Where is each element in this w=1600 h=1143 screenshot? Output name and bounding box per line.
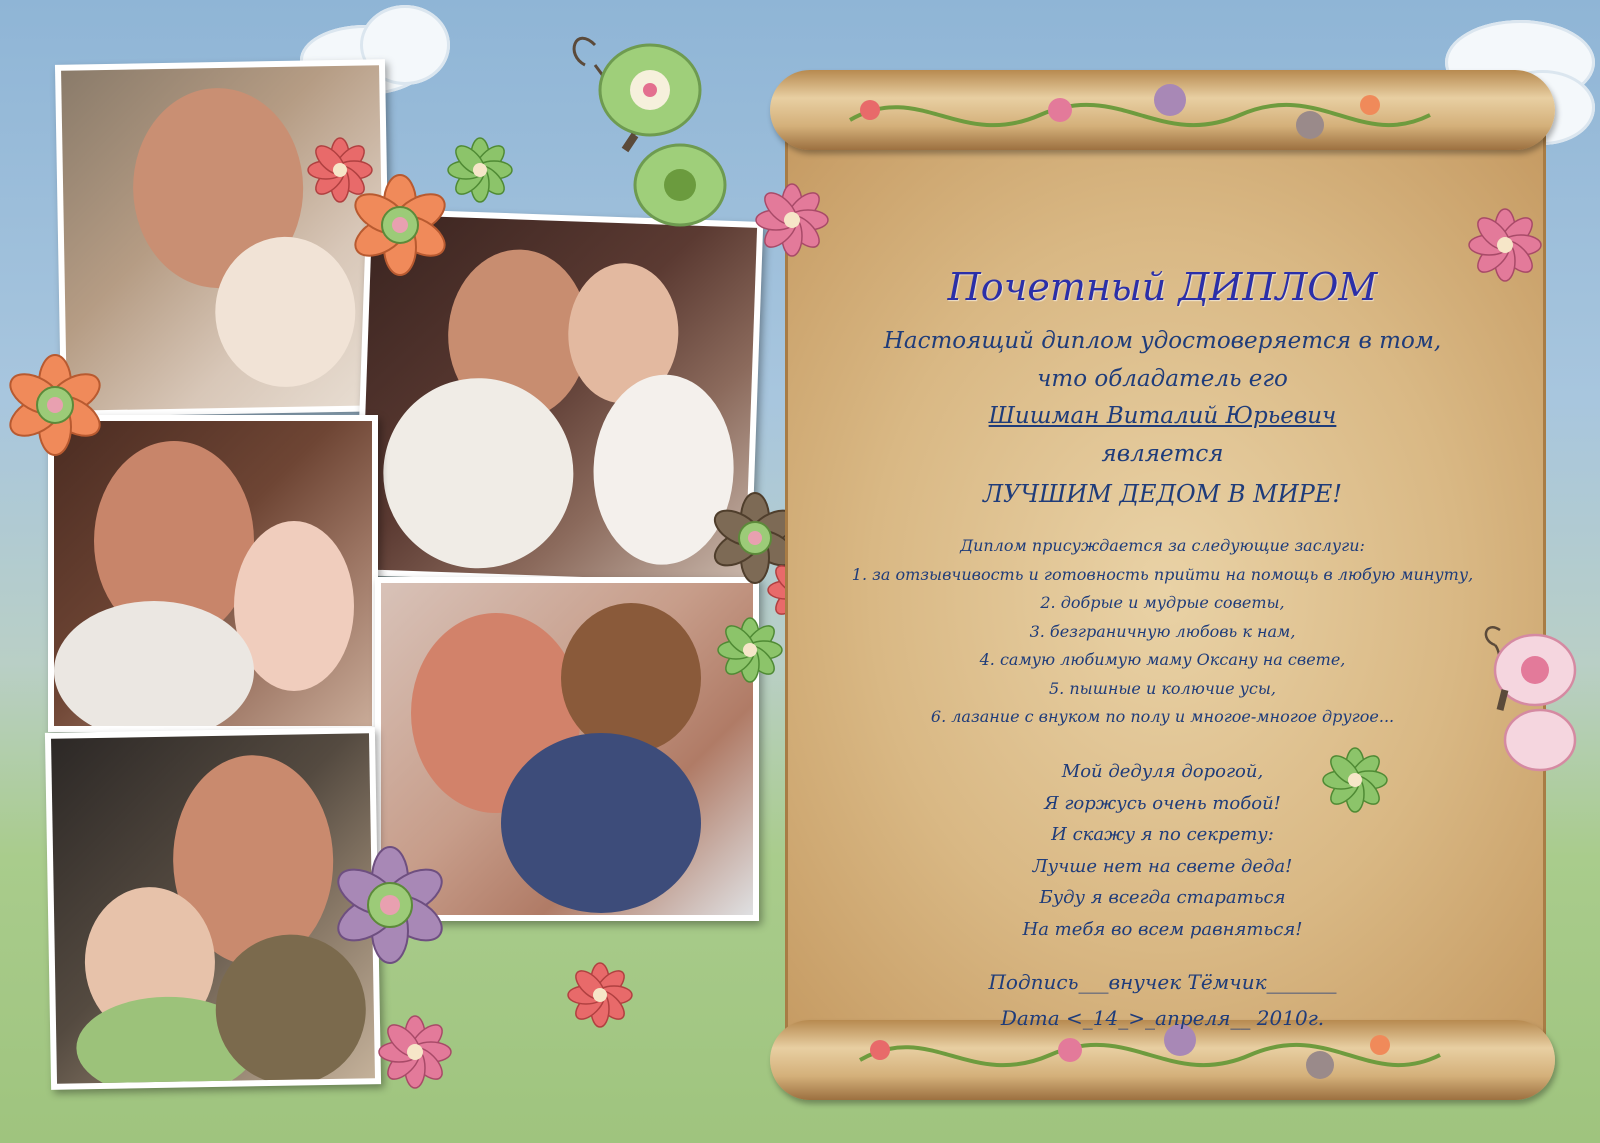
flower-icon xyxy=(0,350,110,460)
merit-item: 3. безграничную любовь к нам, xyxy=(1029,621,1296,641)
flower-icon xyxy=(375,1012,455,1092)
poem-line: Мой дедуля дорогой, xyxy=(1061,761,1264,782)
photo-grandfather-baby-2 xyxy=(48,415,378,732)
diploma-scroll xyxy=(770,70,1555,1100)
poem-line: Я горжусь очень тобой! xyxy=(1044,792,1281,814)
poem-line: На тебя во всем равняться! xyxy=(1022,918,1303,940)
vine-ornament xyxy=(850,1020,1450,1090)
butterfly-icon xyxy=(555,5,735,265)
date-line: Dата <_14_>_апреля__ 2010г. xyxy=(1000,1006,1325,1030)
diploma-line-1: Настоящий диплом удостоверяется в том, xyxy=(883,328,1442,354)
merit-item: 6. лазание с внуком по полу и многое-многое другое... xyxy=(930,707,1395,726)
flower-icon xyxy=(325,840,455,970)
merits-header: Диплом присуждается за следующие заслуги: xyxy=(960,536,1365,555)
merit-item: 4. самую любимую маму Оксану на свете, xyxy=(979,650,1346,669)
award-statement: ЛУЧШИМ ДЕДОМ В МИРЕ! xyxy=(983,480,1342,508)
merits-list xyxy=(770,532,1555,732)
diploma-line-4: является xyxy=(1101,441,1224,467)
diploma-line-2: что обладатель его xyxy=(1037,366,1288,392)
poem xyxy=(770,756,1555,945)
flower-icon xyxy=(445,135,515,205)
flower-icon xyxy=(752,180,832,260)
vine-ornament xyxy=(840,80,1440,150)
merit-item: 1. за отзывчивость и готовность прийти на помощь в любую минуту, xyxy=(851,564,1474,584)
butterfly-icon xyxy=(1475,615,1585,785)
poem-line: И скажу я по секрету: xyxy=(1051,824,1274,845)
poem-line: Лучше нет на свете деда! xyxy=(1032,855,1293,877)
flower-icon xyxy=(565,960,635,1030)
merit-item: 5. пышные и колючие усы, xyxy=(1049,678,1276,698)
diploma-title: Почетный ДИПЛОМ xyxy=(947,265,1378,309)
merit-item: 2. добрые и мудрые советы, xyxy=(1040,593,1285,612)
flower-icon xyxy=(1465,205,1545,285)
recipient-name: Шишман Виталий Юрьевич xyxy=(988,403,1337,429)
flower-icon xyxy=(1320,745,1390,815)
poem-line: Буду я всегда стараться xyxy=(1039,887,1286,908)
flower-icon xyxy=(305,135,375,205)
signature-line: Подпись___внучек Тёмчик_______ xyxy=(988,970,1337,994)
